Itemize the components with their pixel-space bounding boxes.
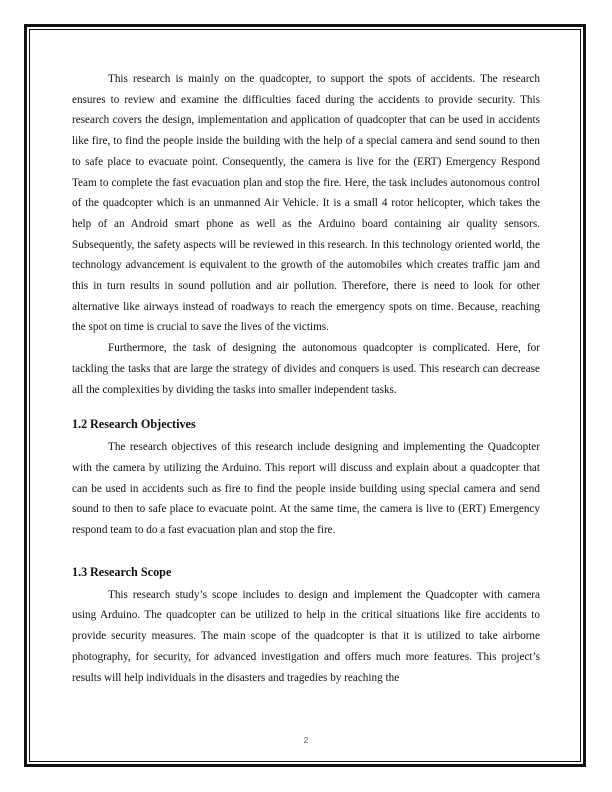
scope-paragraph: This research study’s scope includes to design and implement the Quadcopter with camera using Arduino. The quadcopter can be utilized to help in the critical situations like fire accidents to provide security measures. The main scope of the quadcopter is that it is utilized to take airborne photography, for security, for advanced investigation and offers much more features. This project’s results will help individuals in the disasters and tragedies by reaching the — [72, 588, 540, 684]
section-title: Research Scope — [90, 564, 172, 579]
document-body — [72, 69, 540, 688]
page-number: 2 — [303, 735, 309, 745]
section-heading-objectives — [72, 414, 540, 434]
intro-paragraph-1: This research is mainly on the quadcopter, to support the spots of accidents. The research ensures to review and examine the difficulties faced during the accidents to provide security. This research covers the design, implementation and application of quadcopter that can be used in accidents like fire, to find the people inside the building with the help of a special camera and send sound to then to safe place to evacuate point. Consequently, the camera is live for the (ERT) Emergency Respond Team to complete the fast evacuation plan and stop the fire. Here, the task includes autonomous control of the quadcopter which is an unmanned Air Vehicle. It is a small 4 rotor helicopter, which takes the help of an Android smart phone as well as the Arduino board containing air quality sensors. Subsequently, the safety aspects will be reviewed in this research. In this technology oriented world, the technology advancement is equivalent to the growth of the automobiles which creates traffic jam and this in turn results in sound pollution and air pollution. Therefore, there is need to look for other alternative like airways instead of roadways to reach the emergency spots on time. Because, reaching the spot on time is crucial to save the lives of the victims. — [72, 73, 540, 334]
section-title: Research Objectives — [90, 417, 196, 432]
section-heading-scope — [72, 562, 540, 582]
objectives-paragraph: The research objectives of this research include designing and implementing the Quadcopter with the camera by utilizing the Arduino. This report will discuss and explain about a quadcopter that can be used in accidents such as fire to find the people inside building using special camera and send sound to then to safe place to evacuate point. At the same time, the camera is live to (ERT) Emergency respond team to do a fast evacuation plan and stop the fire. — [72, 441, 540, 537]
intro-paragraph-2: Furthermore, the task of designing the autonomous quadcopter is complicated. Here, for tackling the tasks that are large the strategy of divides and conquers is used. This research can decrease all the complexities by dividing the tasks into smaller independent tasks. — [72, 342, 540, 396]
section-number: 1.3 — [72, 564, 88, 579]
section-number: 1.2 — [72, 417, 88, 432]
